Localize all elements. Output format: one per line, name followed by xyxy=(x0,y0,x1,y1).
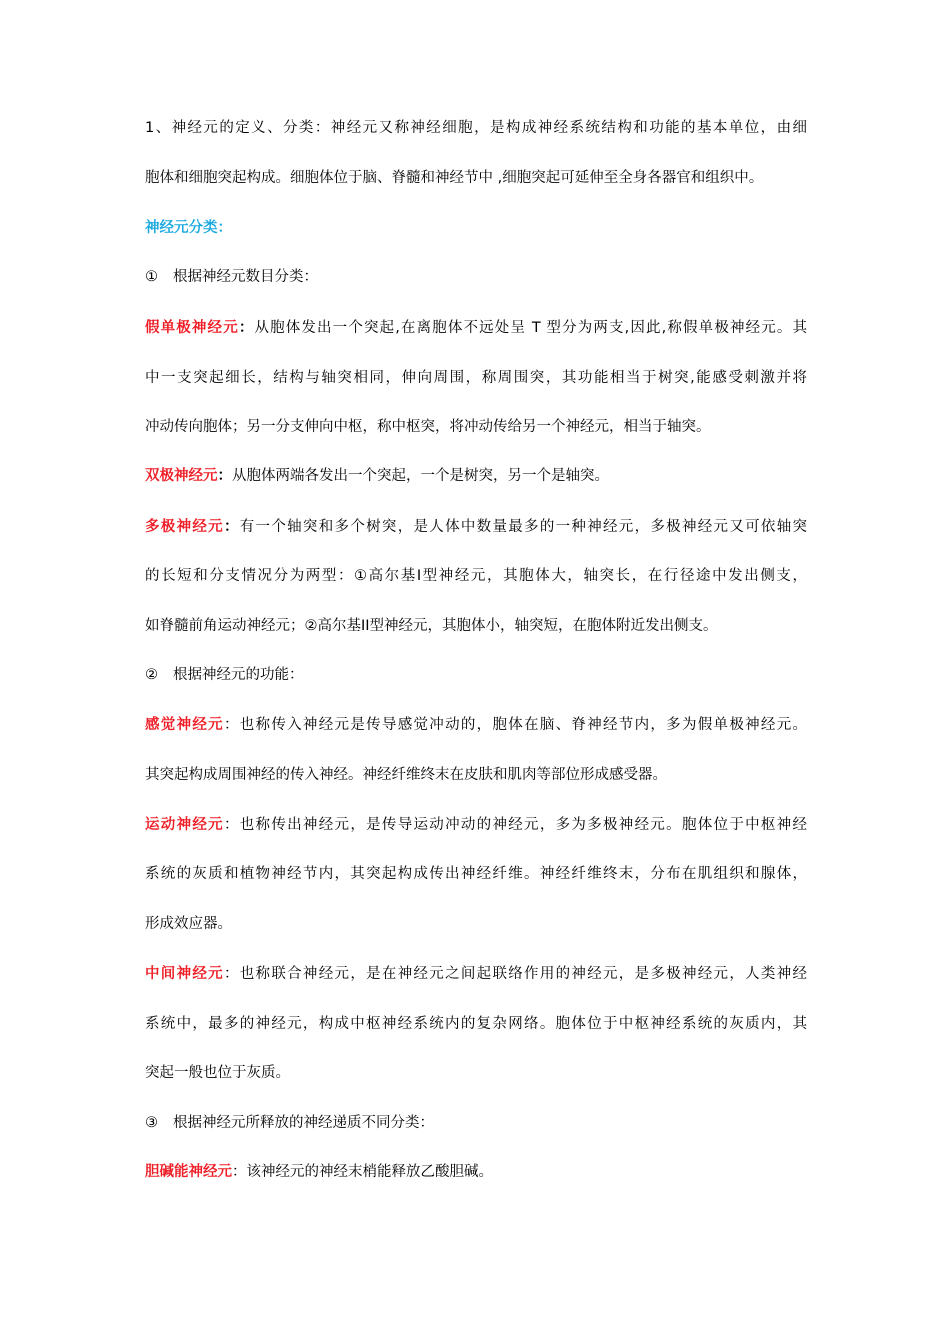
interneuron-line-1 xyxy=(145,964,807,984)
definition-text: 该神经元的神经末梢能释放乙酸胆碱。 xyxy=(246,1164,493,1180)
interneuron-line-2: 系统中，最多的神经元，构成中枢神经系统内的复杂网络。胞体位于中枢神经系统的灰质内，其 xyxy=(145,1016,807,1032)
pseudo-unipolar-line-1 xyxy=(145,318,807,338)
sensory-line-1 xyxy=(145,715,807,735)
sensory-line-2: 其突起构成周围神经的传入神经。神经纤维终末在皮肤和肌肉等部位形成感受器。 xyxy=(145,767,667,783)
group-1-title-line xyxy=(145,267,807,287)
intro-line-1: 1、神经元的定义、分类：神经元又称神经细胞，是构成神经系统结构和功能的基本单位，由细 xyxy=(145,120,807,136)
term-pseudo-unipolar: 假单极神经元 xyxy=(145,320,239,336)
section-heading: 神经元分类： xyxy=(145,220,232,236)
term-interneuron: 中间神经元 xyxy=(145,966,224,982)
group-2-title: 根据神经元的功能： xyxy=(173,667,304,683)
term-motor: 运动神经元 xyxy=(145,817,224,833)
group-3-title-line xyxy=(145,1113,807,1133)
motor-line-2: 系统的灰质和植物神经节内，其突起构成传出神经纤维。神经纤维终末，分布在肌组织和腺体， xyxy=(145,866,807,882)
motor-line-1 xyxy=(145,815,807,835)
interneuron-line-3: 突起一般也位于灰质。 xyxy=(145,1065,290,1081)
definition-text: 也称传入神经元是传导感觉冲动的，胞体在脑、脊神经节内，多为假单极神经元。 xyxy=(239,717,807,733)
term-bipolar: 双极神经元 xyxy=(145,468,218,484)
term-separator: ： xyxy=(238,320,255,336)
term-separator: ： xyxy=(223,717,240,733)
group-3-marker: ③ xyxy=(145,1115,158,1131)
motor-line-3: 形成效应器。 xyxy=(145,916,232,932)
pseudo-unipolar-line-2: 中一支突起细长，结构与轴突相同，伸向周围，称周围突，其功能相当于树突,能感受刺激并将 xyxy=(145,370,807,386)
term-cholinergic: 胆碱能神经元 xyxy=(145,1164,232,1180)
pseudo-unipolar-line-3: 冲动传向胞体；另一分支伸向中枢，称中枢突，将冲动传给另一个神经元，相当于轴突。 xyxy=(145,419,711,435)
definition-text: 从胞体发出一个突起,在离胞体不远处呈 T 型分为两支,因此,称假单极神经元。其 xyxy=(254,320,807,336)
multipolar-line-1 xyxy=(145,517,807,537)
term-separator: ： xyxy=(223,817,240,833)
definition-text: 从胞体两端各发出一个突起，一个是树突，另一个是轴突。 xyxy=(232,468,609,484)
cholinergic-line-1 xyxy=(145,1162,807,1182)
term-separator: ： xyxy=(232,1164,247,1180)
definition-text: 有一个轴突和多个树突，是人体中数量最多的一种神经元，多极神经元又可依轴突 xyxy=(239,519,807,535)
term-separator: ： xyxy=(223,519,240,535)
term-sensory: 感觉神经元 xyxy=(145,717,224,733)
group-1-marker: ① xyxy=(145,269,158,285)
bipolar-line-1 xyxy=(145,466,807,486)
group-1-title: 根据神经元数目分类： xyxy=(173,269,318,285)
multipolar-line-2: 的长短和分支情况分为两型：①高尔基I型神经元，其胞体大，轴突长，在行径途中发出侧支， xyxy=(145,568,807,584)
group-3-title: 根据神经元所释放的神经递质不同分类： xyxy=(173,1115,434,1131)
definition-text: 也称传出神经元，是传导运动冲动的神经元，多为多极神经元。胞体位于中枢神经 xyxy=(239,817,807,833)
multipolar-line-3: 如脊髓前角运动神经元；②高尔基II型神经元，其胞体小，轴突短，在胞体附近发出侧支。 xyxy=(145,618,718,634)
term-separator: ： xyxy=(223,966,240,982)
term-multipolar: 多极神经元 xyxy=(145,519,224,535)
term-separator: ： xyxy=(217,468,232,484)
group-2-marker: ② xyxy=(145,667,158,683)
group-2-title-line xyxy=(145,665,807,685)
definition-text: 也称联合神经元，是在神经元之间起联络作用的神经元，是多极神经元，人类神经 xyxy=(239,966,807,982)
intro-line-2: 胞体和细胞突起构成。细胞体位于脑、脊髓和神经节中 ,细胞突起可延伸至全身各器官和组织中。 xyxy=(145,170,764,186)
